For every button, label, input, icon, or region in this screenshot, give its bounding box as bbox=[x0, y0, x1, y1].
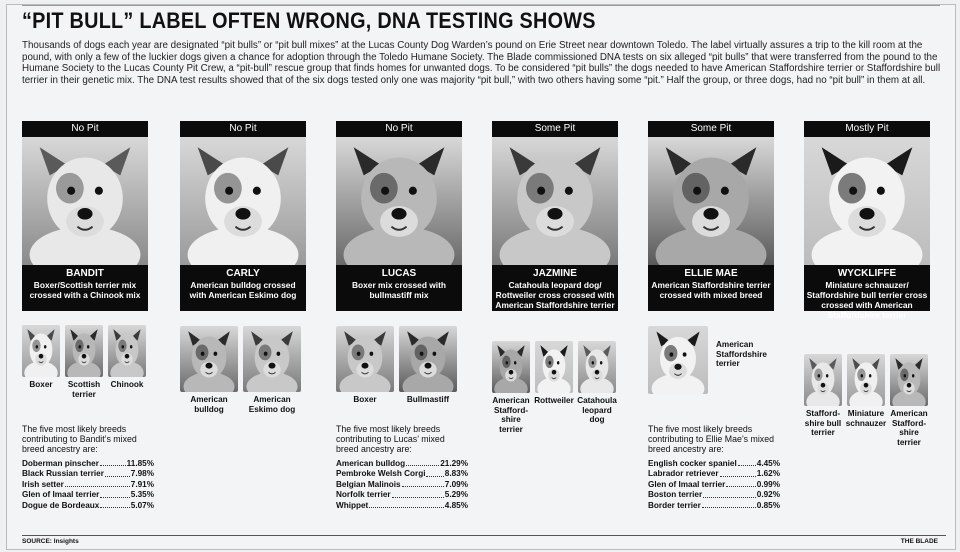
breed-name: Border terrier bbox=[648, 500, 701, 510]
likely-breeds-list bbox=[336, 424, 468, 511]
breed-item bbox=[399, 326, 457, 405]
breed-label: Chinook bbox=[110, 380, 144, 389]
breed-label: Boxer bbox=[353, 395, 377, 404]
dog-photo bbox=[180, 137, 306, 265]
likely-breed-row bbox=[648, 469, 780, 479]
breed-label: American Eskimo dog bbox=[248, 395, 296, 414]
breed-percentage: 5.29% bbox=[444, 490, 468, 500]
breed-name: Black Russian terrier bbox=[22, 469, 104, 479]
leader-dots bbox=[100, 501, 129, 508]
breed-percentage: 4.85% bbox=[444, 500, 468, 510]
breed-percentage: 21.29% bbox=[440, 459, 468, 468]
breed-percentage: 4.45% bbox=[756, 459, 780, 468]
dog-description: Catahoula leopard dog/ Rottweiler cross crossed with American Staffordshire terrier bbox=[495, 280, 615, 310]
dog-description: American bulldog crossed with American Eskimo dog bbox=[189, 280, 297, 300]
breed-name: Irish setter bbox=[22, 479, 64, 489]
dog-name-box bbox=[804, 265, 930, 320]
leader-dots bbox=[720, 469, 756, 476]
dog-name-box bbox=[180, 265, 306, 311]
dog-name-box bbox=[492, 265, 618, 311]
leader-dots bbox=[726, 480, 755, 487]
breed-name: Glen of Imaal terrier bbox=[22, 490, 100, 500]
breed-label: Miniature schnauzer bbox=[845, 409, 887, 428]
breed-item bbox=[65, 325, 103, 399]
breed-name: Glen of Imaal terrier bbox=[648, 479, 726, 489]
breed-thumbnail bbox=[180, 326, 238, 392]
breed-label: American Stafford-shire terrier bbox=[890, 409, 928, 447]
breed-thumbnail bbox=[336, 326, 394, 392]
breed-thumbnail bbox=[578, 341, 616, 393]
intro-paragraph: Thousands of dogs each year are designated “pit bulls” or “pit bull mixes” at the Lucas County Dog Warden’s pound on Erie Street near downtown Toledo. The label virtually assures a trip to the kill room at the pound, with only a few of the luckier dogs given a chance for adoption through the Toledo Humane Society. The Blade commissioned DNA tests on six alleged “pit bulls” that were transferred from the pound to the Humane Society to the Lucas County Pit Crew, a “pit-bull” rescue group that finds homes for unwanted dogs. To be considered “pit bulls” the dogs needed to have American Staffordshire terrier or Staffordshire bull terrier in their genetic mix. The DNA test results showed that of the six dogs tested only one was majority “pit bull,” with two others having some “pit.” Half the group, or three dogs, had no “pit bull” in them at all. bbox=[22, 40, 941, 86]
likely-breeds-list bbox=[22, 424, 154, 511]
pit-status-label: Mostly Pit bbox=[804, 121, 930, 137]
breed-thumbnail bbox=[648, 326, 708, 394]
breed-thumbnails bbox=[22, 325, 146, 399]
dog-name: CARLY bbox=[226, 268, 260, 279]
dog-column-jazmine bbox=[492, 121, 618, 521]
likely-breeds-title: The five most likely breeds contributing to Lucas’ mixed breed ancestry are: bbox=[336, 424, 445, 454]
breed-label: American bulldog bbox=[190, 395, 228, 414]
breed-name: English cocker spaniel bbox=[648, 459, 737, 468]
dog-description: Boxer/Scottish terrier mix crossed with a Chinook mix bbox=[29, 280, 141, 300]
breed-item bbox=[578, 341, 616, 434]
breed-label: Catahoula leopard dog bbox=[577, 396, 617, 424]
likely-breed-row bbox=[648, 501, 780, 511]
breed-item bbox=[890, 354, 928, 447]
breed-percentage: 8.83% bbox=[444, 469, 468, 479]
dog-column-carly bbox=[180, 121, 306, 521]
breed-thumbnails bbox=[648, 326, 774, 394]
breed-item bbox=[243, 326, 301, 414]
headline: “PIT BULL” LABEL OFTEN WRONG, DNA TESTING SHOWS bbox=[22, 8, 596, 33]
breed-thumbnails bbox=[180, 326, 301, 414]
breed-thumbnail bbox=[243, 326, 301, 392]
leader-dots bbox=[65, 480, 130, 487]
leader-dots bbox=[100, 490, 129, 497]
breed-thumbnail bbox=[22, 325, 60, 377]
pit-status-label: Some Pit bbox=[492, 121, 618, 137]
dog-name: JAZMINE bbox=[533, 268, 577, 279]
breed-thumbnail bbox=[492, 341, 530, 393]
likely-breed-row bbox=[22, 459, 154, 469]
breed-percentage: 0.99% bbox=[756, 479, 780, 489]
breed-thumbnail bbox=[399, 326, 457, 392]
dog-name: ELLIE MAE bbox=[684, 268, 738, 279]
breed-percentage: 1.62% bbox=[756, 469, 780, 479]
breed-item bbox=[804, 354, 842, 447]
breed-thumbnail bbox=[804, 354, 842, 406]
likely-breed-row bbox=[336, 480, 468, 490]
breed-name: Boston terrier bbox=[648, 490, 703, 500]
breed-percentage: 7.98% bbox=[130, 469, 154, 479]
breed-name: American bulldog bbox=[336, 459, 406, 468]
breed-thumbnail bbox=[847, 354, 885, 406]
dog-photo bbox=[336, 137, 462, 265]
leader-dots bbox=[105, 469, 130, 476]
publisher-credit: THE BLADE bbox=[900, 538, 938, 545]
breed-item bbox=[336, 326, 394, 405]
leader-dots bbox=[703, 490, 756, 497]
pit-status-label: No Pit bbox=[180, 121, 306, 137]
breed-percentage: 0.92% bbox=[756, 490, 780, 500]
likely-breed-row bbox=[22, 490, 154, 500]
dog-photo bbox=[22, 137, 148, 265]
source-credit: SOURCE: Insights bbox=[22, 538, 79, 545]
likely-breed-row bbox=[648, 490, 780, 500]
breed-percentage: 5.07% bbox=[130, 500, 154, 510]
dog-name: BANDIT bbox=[66, 268, 104, 279]
breed-label: Scottish terrier bbox=[67, 380, 101, 399]
breed-name: Whippet bbox=[336, 500, 369, 510]
breed-item bbox=[648, 326, 774, 394]
breed-thumbnail bbox=[108, 325, 146, 377]
breed-thumbnail bbox=[890, 354, 928, 406]
dog-photo bbox=[648, 137, 774, 265]
breed-name: Doberman pinscher bbox=[22, 459, 99, 468]
dog-description: Miniature schnauzer/ Staffordshire bull terrier cross crossed with American Staffordshire terrier bbox=[806, 280, 928, 320]
likely-breed-row bbox=[336, 459, 468, 469]
likely-breed-row bbox=[336, 469, 468, 479]
breed-thumbnails bbox=[804, 354, 928, 447]
breed-percentage: 0.85% bbox=[756, 500, 780, 510]
breed-item bbox=[847, 354, 885, 447]
breed-label: American Stafford-shire terrier bbox=[492, 396, 530, 434]
breed-label: Rottweiler bbox=[534, 396, 574, 405]
breed-label: Boxer bbox=[29, 380, 53, 389]
breed-thumbnails bbox=[492, 341, 616, 434]
dog-description: Boxer mix crossed with bullmastiff mix bbox=[351, 280, 447, 300]
likely-breed-row bbox=[648, 459, 780, 469]
likely-breed-row bbox=[22, 480, 154, 490]
dog-name-box bbox=[648, 265, 774, 311]
likely-breed-row bbox=[22, 501, 154, 511]
likely-breed-row bbox=[22, 469, 154, 479]
leader-dots bbox=[406, 459, 439, 466]
breed-thumbnails bbox=[336, 326, 457, 405]
breed-name: Labrador retriever bbox=[648, 469, 719, 479]
dog-name-box bbox=[22, 265, 148, 311]
breed-thumbnail bbox=[535, 341, 573, 393]
pit-status-label: No Pit bbox=[22, 121, 148, 137]
pit-status-label: Some Pit bbox=[648, 121, 774, 137]
breed-name: Dogue de Bordeaux bbox=[22, 500, 100, 510]
leader-dots bbox=[100, 459, 126, 466]
breed-item bbox=[180, 326, 238, 414]
pit-status-label: No Pit bbox=[336, 121, 462, 137]
leader-dots bbox=[369, 501, 443, 508]
breed-percentage: 11.85% bbox=[126, 459, 154, 468]
dog-name-box bbox=[336, 265, 462, 311]
breed-name: Pembroke Welsh Corgi bbox=[336, 469, 426, 479]
breed-name: Norfolk terrier bbox=[336, 490, 391, 500]
dog-column-wyckliffe bbox=[804, 121, 930, 521]
leader-dots bbox=[702, 501, 756, 508]
breed-item bbox=[108, 325, 146, 399]
breed-thumbnail bbox=[65, 325, 103, 377]
leader-dots bbox=[426, 469, 443, 476]
breed-label: Stafford-shire bull terrier bbox=[804, 409, 842, 437]
leader-dots bbox=[392, 490, 444, 497]
breed-name: Belgian Malinois bbox=[336, 479, 401, 489]
dog-name: WYCKLIFFE bbox=[837, 268, 897, 279]
likely-breeds-list bbox=[648, 424, 780, 511]
breed-label: American Staffordshire terrier bbox=[716, 340, 767, 368]
dog-photo bbox=[492, 137, 618, 265]
likely-breeds-title: The five most likely breeds contributing to Ellie Mae’s mixed breed ancestry are: bbox=[648, 424, 774, 454]
breed-percentage: 7.91% bbox=[130, 479, 154, 489]
dog-name: LUCAS bbox=[381, 268, 417, 279]
leader-dots bbox=[738, 459, 756, 466]
top-rule bbox=[22, 5, 940, 6]
footer-rule bbox=[22, 535, 946, 536]
breed-item bbox=[535, 341, 573, 434]
likely-breed-row bbox=[648, 480, 780, 490]
dog-photo bbox=[804, 137, 930, 265]
breed-percentage: 7.09% bbox=[444, 479, 468, 489]
leader-dots bbox=[402, 480, 444, 487]
likely-breeds-title: The five most likely breeds contributing to Bandit’s mixed breed ancestry are: bbox=[22, 424, 137, 454]
breed-label: Bullmastiff bbox=[406, 395, 450, 404]
dog-description: American Staffordshire terrier crossed with mixed breed bbox=[651, 280, 771, 300]
breed-item bbox=[492, 341, 530, 434]
breed-percentage: 5.35% bbox=[130, 490, 154, 500]
likely-breed-row bbox=[336, 490, 468, 500]
likely-breed-row bbox=[336, 501, 468, 511]
breed-item bbox=[22, 325, 60, 399]
